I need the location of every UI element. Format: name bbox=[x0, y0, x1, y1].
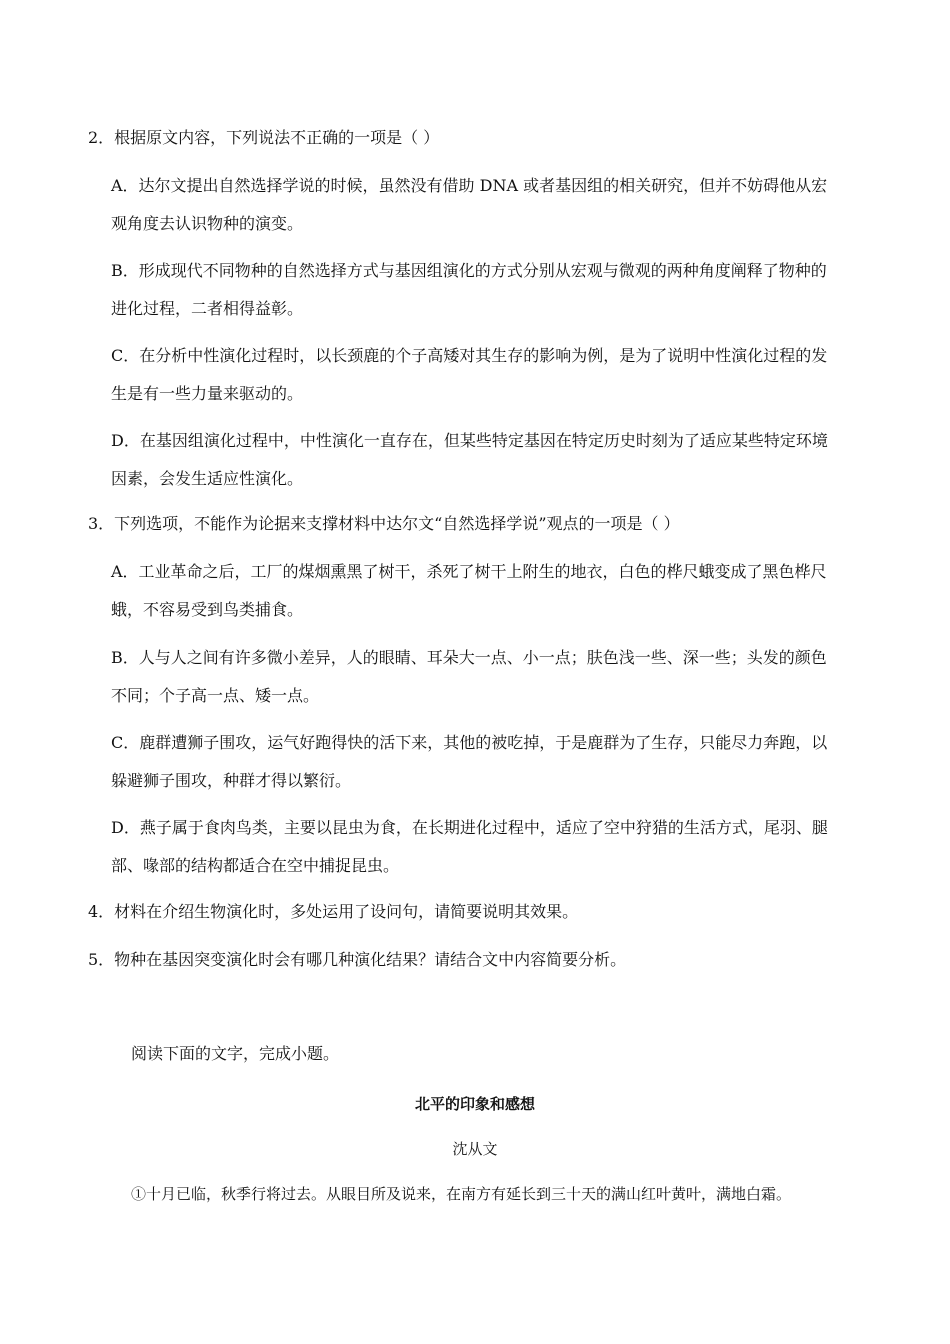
question-3-option-c-line1: C．鹿群遭狮子围攻，运气好跑得快的活下来，其他的被吃掉，于是鹿群为了生存，只能尽力奔跑，以 bbox=[111, 733, 828, 752]
question-3-option-d-line1: D．燕子属于食肉鸟类，主要以昆虫为食，在长期进化过程中，适应了空中狩猎的生活方式，尾羽、腿 bbox=[111, 818, 828, 837]
question-3-stem: 3．下列选项，不能作为论据来支撑材料中达尔文“自然选择学说”观点的一项是（ ） bbox=[88, 514, 680, 533]
question-2-option-c-line2: 生是有一些力量来驱动的。 bbox=[111, 384, 304, 403]
question-2-option-a-line2: 观角度去认识物种的演变。 bbox=[111, 214, 304, 233]
question-2-option-a-line1: A．达尔文提出自然选择学说的时候，虽然没有借助 DNA 或者基因组的相关研究，但并不妨碍他从宏 bbox=[111, 176, 828, 195]
passage-title: 北平的印象和感想 bbox=[414, 1095, 535, 1113]
question-2-stem: 2．根据原文内容，下列说法不正确的一项是（ ） bbox=[88, 128, 440, 147]
question-3-option-b-line2: 不同；个子高一点、矮一点。 bbox=[111, 686, 320, 705]
question-3-option-a-line2: 蛾，不容易受到鸟类捕食。 bbox=[111, 600, 304, 619]
question-2-option-c-line1: C．在分析中性演化过程时，以长颈鹿的个子高矮对其生存的影响为例，是为了说明中性演化过程的发 bbox=[111, 346, 828, 365]
question-2-option-b-line1: B．形成现代不同物种的自然选择方式与基因组演化的方式分别从宏观与微观的两种角度阐释了物种的 bbox=[111, 261, 827, 280]
question-2-option-b-line2: 进化过程，二者相得益彰。 bbox=[111, 299, 304, 318]
passage-author: 沈从文 bbox=[452, 1140, 498, 1158]
passage-paragraph-1: ①十月已临，秋季行将过去。从眼目所及说来，在南方有延长到三十天的满山红叶黄叶，满地白霜。 bbox=[131, 1185, 792, 1203]
question-5: 5．物种在基因突变演化时会有哪几种演化结果？请结合文中内容简要分析。 bbox=[88, 950, 627, 969]
question-3-option-d-line2: 部、喙部的结构都适合在空中捕捉昆虫。 bbox=[111, 856, 400, 875]
question-2-option-d-line1: D．在基因组演化过程中，中性演化一直存在，但某些特定基因在特定历史时刻为了适应某些特定环境 bbox=[111, 431, 828, 450]
question-3-option-c-line2: 躲避狮子围攻，种群才得以繁衍。 bbox=[111, 771, 352, 790]
question-4: 4．材料在介绍生物演化时，多处运用了设问句，请简要说明其效果。 bbox=[88, 902, 579, 921]
question-2-option-d-line2: 因素，会发生适应性演化。 bbox=[111, 469, 304, 488]
question-3-option-b-line1: B．人与人之间有许多微小差异，人的眼睛、耳朵大一点、小一点；肤色浅一些、深一些；头发的颜色 bbox=[111, 648, 827, 667]
question-3-option-a-line1: A．工业革命之后，工厂的煤烟熏黑了树干，杀死了树干上附生的地衣，白色的桦尺蛾变成了黑色桦尺 bbox=[111, 562, 827, 581]
reading-intro: 阅读下面的文字，完成小题。 bbox=[131, 1044, 340, 1063]
